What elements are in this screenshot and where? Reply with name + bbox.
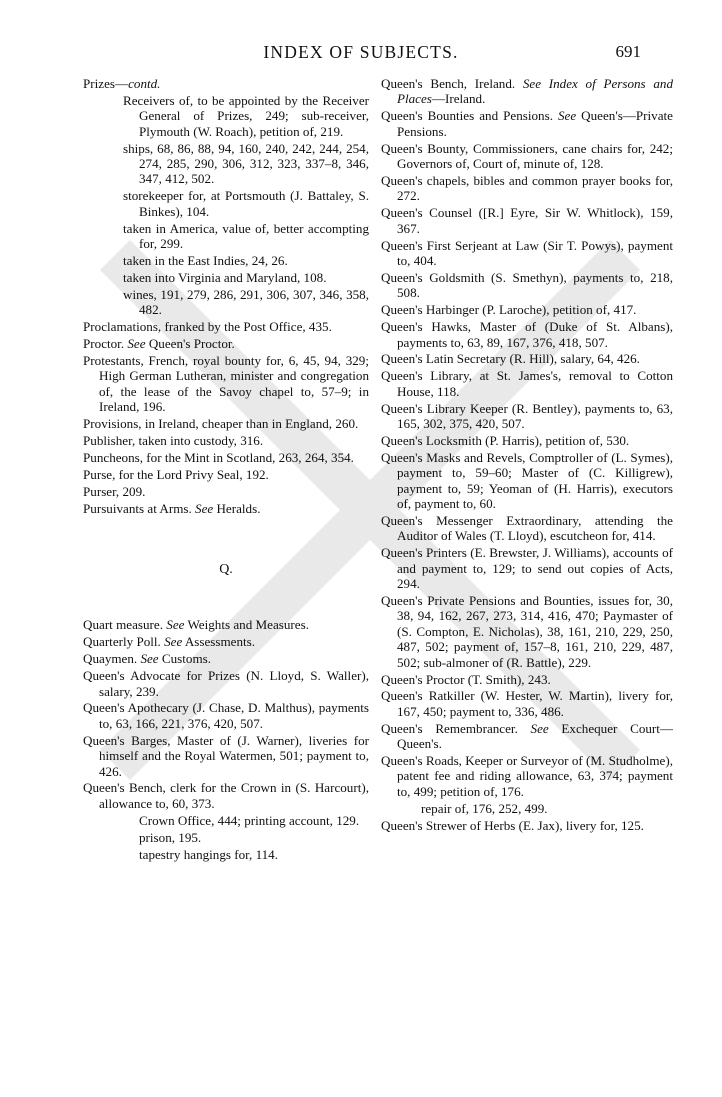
entry-target: Exchequer Court—Queen's.: [397, 720, 674, 752]
entry-target: Heralds.: [213, 500, 261, 516]
index-entry: [83, 651, 369, 666]
left-column: [83, 76, 369, 863]
index-entry: [381, 270, 673, 301]
right-column: [381, 76, 673, 835]
entry-text: Receivers of, to be appointed by the Receiver General of Prizes, 249; sub-receiver, Plymouth (W. Roach), petition of, 219.: [123, 92, 369, 139]
section-letter: Q.: [219, 561, 233, 577]
entry-text: Puncheons, for the Mint in Scotland, 263, 264, 354.: [83, 449, 354, 465]
entry-text: wines, 191, 279, 286, 291, 306, 307, 346, 358, 482.: [123, 286, 369, 318]
index-subentry: [139, 813, 369, 828]
entry-text: Purse, for the Lord Privy Seal, 192.: [83, 466, 269, 482]
index-entry: [381, 302, 673, 317]
index-entry: [83, 450, 369, 465]
entry-text: Pursuivants at Arms.: [83, 500, 196, 516]
index-subentry: [123, 253, 369, 268]
index-entry: [83, 501, 369, 516]
entry-text: Queen's Counsel ([R.] Eyre, Sir W. Whitlock), 159, 367.: [381, 205, 673, 236]
entry-text: Queen's Proctor (T. Smith), 243.: [381, 671, 551, 687]
index-entry: [381, 672, 673, 687]
index-entry: [83, 433, 369, 448]
entry-text: Prizes—: [83, 76, 129, 91]
entry-text: Queen's Goldsmith (S. Smethyn), payments to, 218, 508.: [381, 269, 673, 301]
index-entry: [381, 721, 673, 752]
index-entry: [381, 818, 673, 833]
entry-text: Queen's First Serjeant at Law (Sir T. Powys), payment to, 404.: [381, 237, 673, 268]
index-subentry: [421, 801, 673, 816]
index-entry: [83, 700, 369, 731]
entry-see-reference: See: [140, 651, 159, 667]
entry-target: —Ireland.: [431, 91, 486, 107]
entry-text: Queen's Roads, Keeper or Surveyor of (M. Studholme), patent fee and riding allowance, 63, 374; payment to, 499; petition of, 176.: [381, 753, 673, 799]
index-entry: [381, 76, 673, 107]
entry-text: tapestry hangings for, 114.: [139, 846, 278, 862]
entry-text: Queen's Bounties and Pensions.: [381, 108, 558, 124]
entry-text: taken in America, value of, better accompting for, 299.: [123, 220, 369, 252]
index-entry: [381, 593, 673, 670]
entry-see-reference: See: [557, 108, 577, 124]
entry-see-reference: See: [530, 720, 549, 736]
entry-text: Queen's Harbinger (P. Laroche), petition of, 417.: [381, 302, 637, 318]
entry-text: Queen's Private Pensions and Bounties, issues for, 30, 38, 94, 162, 267, 273, 314, 416, 470; Paymaster of (S. Compton, E. Nicholas), 38, 161, 210, 229, 250, 487, 502; payment of, 157–8, 161, 210, 229, 487, 502; sub-almoner of (R. Battle), 229.: [381, 593, 673, 670]
page-header: [0, 42, 722, 66]
entry-text: Queen's Strewer of Herbs (E. Jax), livery for, 125.: [381, 817, 644, 833]
entry-text: Queen's Barges, Master of (J. Warner), liveries for himself and the Royal Watermen, 501; payment to, 426.: [83, 732, 369, 779]
entry-text: prison, 195.: [139, 829, 202, 845]
index-subentry: [139, 847, 369, 862]
index-subentry: [123, 188, 369, 219]
entry-see-reference: See: [195, 500, 214, 516]
index-subentry: [123, 270, 369, 285]
index-entry: [381, 205, 673, 236]
index-entry: [381, 238, 673, 269]
entry-see-reference: See: [127, 336, 146, 351]
index-entry: [381, 513, 673, 544]
entry-text: Queen's Masks and Revels, Comptroller of (L. Symes), payment to, 59–60; Master of (C. Killigrew), payment to, 59; Yeoman of (H. Harris), executors of, payment to, 60.: [381, 449, 673, 512]
entry-text: Queen's Ratkiller (W. Hester, W. Martin), livery for, 167, 450; payment to, 336, 486.: [381, 688, 673, 719]
entry-target: Customs.: [158, 651, 212, 667]
running-title: INDEX OF SUBJECTS.: [263, 42, 459, 62]
index-entry: [381, 173, 673, 204]
index-entry: [83, 617, 369, 632]
entry-text: Queen's chapels, bibles and common prayer books for, 272.: [381, 172, 673, 204]
entry-text: Queen's Bench, Ireland.: [381, 76, 523, 91]
index-entry: [83, 780, 369, 811]
entry-see-reference: See: [164, 634, 183, 650]
entry-text: Proctor.: [83, 336, 128, 351]
page-number: 691: [615, 42, 641, 61]
index-subentry: [123, 221, 369, 252]
entry-text: Quarterly Poll.: [83, 634, 165, 650]
index-entry: [83, 76, 369, 91]
entry-text: Quaymen.: [83, 651, 141, 667]
index-entry: [381, 450, 673, 512]
entry-text: Queen's Latin Secretary (R. Hill), salary, 64, 426.: [381, 351, 640, 367]
entry-text: Publisher, taken into custody, 316.: [83, 432, 264, 448]
entry-text: Crown Office, 444; printing account, 129.: [139, 812, 360, 828]
entry-see-reference: See: [166, 617, 185, 633]
entry-see-reference: contd.: [128, 76, 161, 91]
entry-text: Purser, 209.: [83, 483, 146, 499]
index-entry: [83, 733, 369, 779]
index-subentry: [123, 141, 369, 187]
index-entry: [381, 319, 673, 350]
entry-text: repair of, 176, 252, 499.: [421, 800, 548, 816]
index-entry: [381, 753, 673, 799]
entry-text: Queen's Library Keeper (R. Bentley), payments to, 63, 165, 302, 375, 420, 507.: [381, 400, 673, 432]
entry-text: Queen's Apothecary (J. Chase, D. Malthus), payments to, 63, 166, 221, 376, 420, 507.: [83, 700, 369, 731]
index-entry: [83, 484, 369, 499]
entry-text: Proclamations, franked by the Post Office, 435.: [83, 319, 332, 335]
entry-target: Queen's—Private Pensions.: [397, 108, 673, 139]
entry-text: storekeeper for, at Portsmouth (J. Battaley, S. Binkes), 104.: [123, 188, 369, 219]
index-entry: [381, 545, 673, 591]
entry-target: Queen's Proctor.: [145, 336, 235, 351]
entry-text: taken in the East Indies, 24, 26.: [123, 252, 288, 268]
index-subentry: [123, 93, 369, 139]
entry-target: Weights and Measures.: [184, 617, 309, 633]
entry-target: Assessments.: [182, 634, 256, 650]
index-entry: [83, 668, 369, 699]
entry-text: Queen's Printers (E. Brewster, J. Williams), accounts of and payment to, 129; to send out copies of Acts, 294.: [381, 545, 673, 592]
entry-text: Queen's Advocate for Prizes (N. Lloyd, S. Waller), salary, 239.: [83, 668, 369, 699]
index-subentry: [123, 287, 369, 318]
index-entry: [83, 319, 369, 334]
index-entry: [381, 351, 673, 366]
index-entry: [83, 336, 369, 351]
entry-text: Queen's Messenger Extraordinary, attending the Auditor of Wales (T. Lloyd), escutcheon for, 414.: [381, 512, 673, 544]
index-entry: [83, 467, 369, 482]
entry-text: Protestants, French, royal bounty for, 6, 45, 94, 329; High German Lutheran, minister and congregation of, the lease of the Savoy chapel to, 57–9; in Ireland, 196.: [83, 352, 369, 415]
index-entry: [83, 634, 369, 649]
index-entry: [381, 401, 673, 432]
index-entry: [381, 368, 673, 399]
entry-text: Provisions, in Ireland, cheaper than in England, 260.: [83, 416, 359, 432]
entry-text: Queen's Bench, clerk for the Crown in (S. Harcourt), allowance to, 60, 373.: [83, 780, 369, 811]
index-entry: [381, 141, 673, 172]
entry-see-reference: See Index of Persons and Places: [397, 76, 673, 107]
entry-text: Queen's Library, at St. James's, removal to Cotton House, 118.: [381, 368, 673, 399]
index-entry: [381, 433, 673, 448]
entry-text: taken into Virginia and Maryland, 108.: [123, 269, 327, 285]
entry-text: Queen's Hawks, Master of (Duke of St. Albans), payments to, 63, 89, 167, 376, 418, 507.: [381, 319, 673, 350]
entry-text: Quart measure.: [83, 617, 167, 633]
index-entry: [83, 416, 369, 431]
index-entry: [83, 353, 369, 415]
entry-text: Queen's Bounty, Commissioners, cane chairs for, 242; Governors of, Court of, minute of, 128.: [381, 140, 673, 172]
index-subentry: [139, 830, 369, 845]
index-entry: [381, 108, 673, 139]
index-entry: [381, 688, 673, 719]
entry-text: ships, 68, 86, 88, 94, 160, 240, 242, 244, 254, 274, 285, 290, 306, 312, 323, 337–8, 346, 347, 412, 502.: [123, 140, 369, 187]
entry-text: Queen's Locksmith (P. Harris), petition of, 530.: [381, 432, 630, 448]
entry-text: Queen's Remembrancer.: [381, 720, 531, 736]
